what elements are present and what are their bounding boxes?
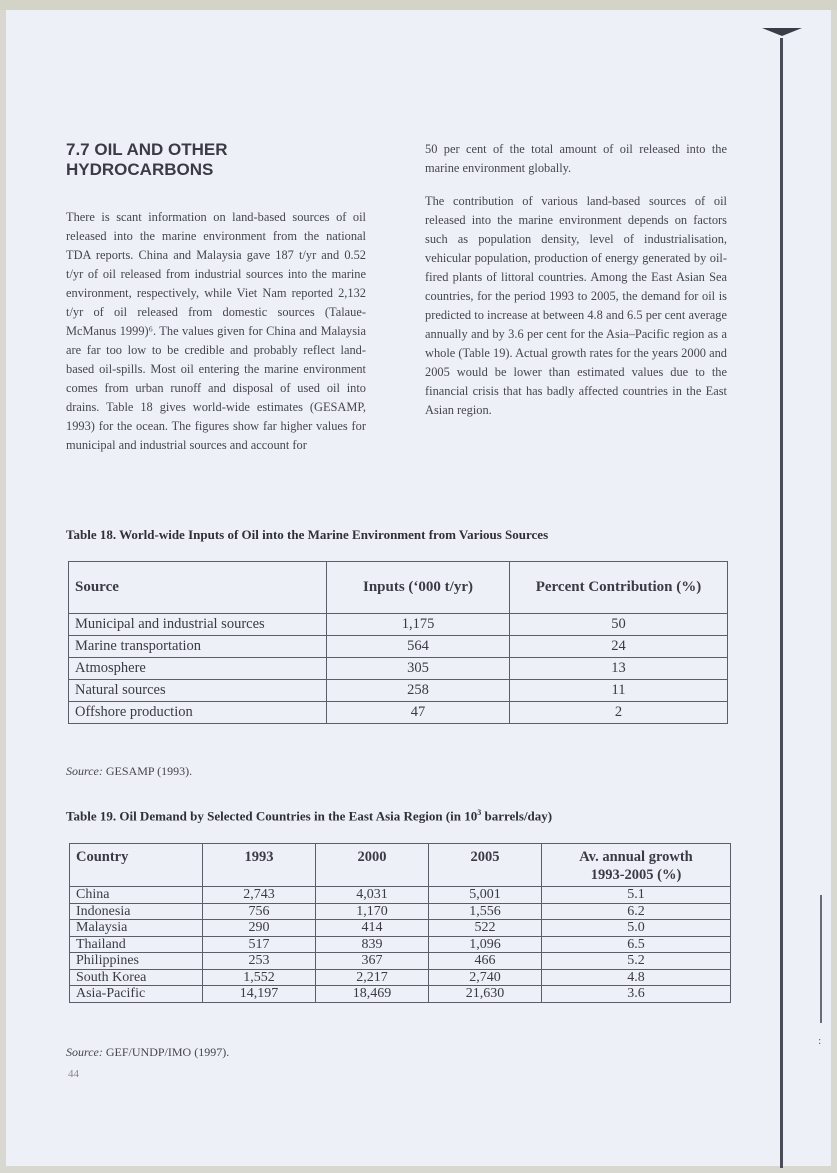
cell-1993: 2,743 <box>203 887 316 904</box>
cell-percent: 24 <box>510 636 728 658</box>
scan-top-edge <box>0 0 837 10</box>
table19-caption <box>66 808 552 824</box>
source-label: Source: <box>66 764 103 778</box>
cell-inputs: 305 <box>327 658 510 680</box>
cell-country: Philippines <box>70 953 203 970</box>
header-growth <box>542 844 731 887</box>
cell-growth: 4.8 <box>542 969 731 986</box>
cell-1993: 756 <box>203 903 316 920</box>
source-text: GEF/UNDP/IMO (1997). <box>102 1045 230 1059</box>
cell-percent: 13 <box>510 658 728 680</box>
cell-country: Indonesia <box>70 903 203 920</box>
caption-superscript: 3 <box>477 808 482 817</box>
source-label: Source: <box>66 1045 103 1059</box>
header-growth-line2: 1993-2005 (%) <box>590 867 682 883</box>
table-row <box>69 680 728 702</box>
caption-prefix: Table 19. Oil Demand by Selected Countries in the East Asia Region (in 10 <box>66 808 478 824</box>
cell-2000: 18,469 <box>316 986 429 1003</box>
cell-growth: 6.5 <box>542 936 731 953</box>
left-column <box>66 208 366 469</box>
cell-1993: 253 <box>203 953 316 970</box>
cell-country: South Korea <box>70 969 203 986</box>
edge-marks: : <box>818 1036 822 1047</box>
cell-1993: 14,197 <box>203 986 316 1003</box>
table-row <box>70 986 731 1003</box>
cell-source: Natural sources <box>69 680 327 702</box>
cell-source: Offshore production <box>69 702 327 724</box>
cell-2000: 2,217 <box>316 969 429 986</box>
cell-source: Marine transportation <box>69 636 327 658</box>
cell-growth: 5.2 <box>542 953 731 970</box>
cell-1993: 1,552 <box>203 969 316 986</box>
cell-2005: 21,630 <box>429 986 542 1003</box>
source-text: GESAMP (1993). <box>102 764 193 778</box>
header-2000: 2000 <box>316 844 429 887</box>
margin-rule-cap <box>762 28 802 36</box>
cell-source: Atmosphere <box>69 658 327 680</box>
cell-country: Malaysia <box>70 920 203 937</box>
cell-country: China <box>70 887 203 904</box>
table-row <box>70 920 731 937</box>
page-number: 44 <box>68 1068 79 1080</box>
paragraph-3: The contribution of various land-based sources of oil released into the marine environment depends on factors such as population density, level of industrialisation, vehicular population, production of energy generated by oil-fired plants of littoral countries. Among the East Asian Sea countries, for the period 1993 to 2005, the demand for oil is predicted to increase at between 4.8 and 6.5 per cent average annually and by 3.6 per cent for the Asia–Pacific region as a whole (Table 19). Actual growth rates for the years 2000 and 2005 would be lower than estimated values due to the financial crisis that has badly affected countries in the East Asian region. <box>425 194 727 417</box>
cell-percent: 11 <box>510 680 728 702</box>
table-row <box>70 903 731 920</box>
cell-country: Thailand <box>70 936 203 953</box>
margin-rule <box>780 38 783 1168</box>
cell-2000: 414 <box>316 920 429 937</box>
cell-2005: 1,096 <box>429 936 542 953</box>
cell-inputs: 1,175 <box>327 614 510 636</box>
cell-growth: 3.6 <box>542 986 731 1003</box>
table-header-row <box>70 844 731 887</box>
cell-2005: 2,740 <box>429 969 542 986</box>
cell-growth: 5.1 <box>542 887 731 904</box>
section-heading <box>66 140 366 180</box>
header-2005: 2005 <box>429 844 542 887</box>
table-row <box>69 636 728 658</box>
paragraph-1: There is scant information on land-based sources of oil released into the marine environment from the national TDA reports. China and Malaysia gave 187 t/yr and 0.52 t/yr of oil released from industrial sources into the marine environment, respectively, while Viet Nam reported 2,132 t/yr of oil released from domestic sources (Talaue-McManus 1999)⁶. The values given for China and Malaysia are far too low to be credible and probably reflect land-based oil-spills. Most oil entering the marine environment comes from urban runoff and disposal of used oil into drains. Table 18 gives world-wide estimates (GESAMP, 1993) for the ocean. The figures show far higher values for municipal and industrial sources and account for <box>66 210 366 452</box>
cell-percent: 2 <box>510 702 728 724</box>
cell-percent: 50 <box>510 614 728 636</box>
table-header-row <box>69 562 728 614</box>
table-row <box>70 969 731 986</box>
table-row <box>70 887 731 904</box>
cell-inputs: 47 <box>327 702 510 724</box>
cell-2000: 4,031 <box>316 887 429 904</box>
heading-line-1: 7.7 OIL AND OTHER <box>66 140 228 159</box>
table19-source <box>66 1045 229 1060</box>
table18-caption: Table 18. World-wide Inputs of Oil into the Marine Environment from Various Sources <box>66 527 549 542</box>
cell-growth: 6.2 <box>542 903 731 920</box>
cell-inputs: 258 <box>327 680 510 702</box>
cell-2005: 522 <box>429 920 542 937</box>
header-source: Source <box>69 562 327 614</box>
cell-2000: 839 <box>316 936 429 953</box>
cell-2000: 367 <box>316 953 429 970</box>
caption-suffix: barrels/day) <box>481 808 553 824</box>
table18 <box>68 561 728 724</box>
cell-1993: 290 <box>203 920 316 937</box>
table-row <box>70 953 731 970</box>
header-country: Country <box>70 844 203 887</box>
cell-2000: 1,170 <box>316 903 429 920</box>
header-inputs: Inputs (‘000 t/yr) <box>327 562 510 614</box>
edge-rule <box>820 895 822 1023</box>
header-growth-line1: Av. annual growth <box>579 849 693 865</box>
paragraph-2: 50 per cent of the total amount of oil released into the marine environment globally. <box>425 142 727 175</box>
header-1993: 1993 <box>203 844 316 887</box>
cell-source: Municipal and industrial sources <box>69 614 327 636</box>
cell-country: Asia-Pacific <box>70 986 203 1003</box>
table-row <box>70 936 731 953</box>
header-percent: Percent Contribution (%) <box>510 562 728 614</box>
right-column <box>425 140 727 434</box>
cell-1993: 517 <box>203 936 316 953</box>
heading-line-2: HYDROCARBONS <box>66 160 214 179</box>
cell-growth: 5.0 <box>542 920 731 937</box>
table-row <box>69 614 728 636</box>
cell-2005: 5,001 <box>429 887 542 904</box>
table-row <box>69 658 728 680</box>
table-row <box>69 702 728 724</box>
cell-2005: 1,556 <box>429 903 542 920</box>
table19 <box>69 843 731 1003</box>
cell-2005: 466 <box>429 953 542 970</box>
table18-source <box>66 764 192 779</box>
cell-inputs: 564 <box>327 636 510 658</box>
